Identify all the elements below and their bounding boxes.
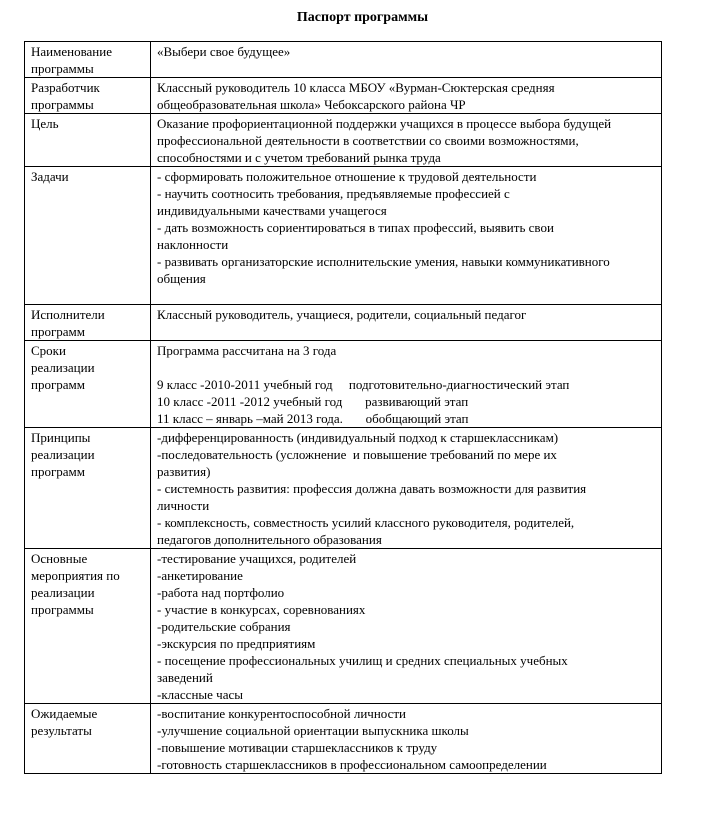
row-content-cell xyxy=(151,78,662,114)
row-label-line: программы xyxy=(31,61,94,76)
row-content-line: - посещение профессиональных училищ и средних специальных учебных xyxy=(157,653,568,668)
row-content-line: общеобразовательная школа» Чебоксарского района ЧР xyxy=(157,97,466,112)
passport-table-body xyxy=(25,42,662,774)
table-row xyxy=(25,78,662,114)
row-content-line: -работа над портфолио xyxy=(157,585,285,600)
row-content-line: -тестирование учащихся, родителей xyxy=(157,551,357,566)
row-content-line: -улучшение социальной ориентации выпускника школы xyxy=(157,723,469,738)
row-content-line: профессиональной деятельности в соответствии со своими возможностями, xyxy=(157,133,579,148)
row-label-cell xyxy=(25,305,151,341)
row-content-line: - комплексность, совместность усилий классного руководителя, родителей, xyxy=(157,515,575,530)
row-content-cell xyxy=(151,42,662,78)
row-label-cell xyxy=(25,341,151,428)
table-row xyxy=(25,114,662,167)
document-title: Паспорт программы xyxy=(296,10,429,25)
table-row xyxy=(25,341,662,428)
row-content-line: - системность развития: профессия должна давать возможности для развития xyxy=(157,481,587,496)
row-label-line: программы xyxy=(31,97,94,112)
row-label-cell xyxy=(25,114,151,167)
row-label-cell xyxy=(25,42,151,78)
row-content-cell xyxy=(151,549,662,704)
row-content-line: -классные часы xyxy=(157,687,243,702)
row-content-line: личности xyxy=(157,498,210,513)
table-row xyxy=(25,428,662,549)
row-content-line: Классный руководитель, учащиеся, родители, социальный педагог xyxy=(157,307,527,322)
row-content-line: -последовательность (усложнение и повышение требований по мере их xyxy=(157,447,557,462)
row-content-line: наклонности xyxy=(157,237,229,252)
row-content-line: 9 класс -2010-2011 учебный год подготовительно-диагностический этап xyxy=(157,377,570,392)
row-content-line: заведений xyxy=(157,670,213,685)
row-label-line: Исполнители xyxy=(31,307,105,322)
row-content-line: общения xyxy=(157,271,206,286)
row-content-line: - сформировать положительное отношение к трудовой деятельности xyxy=(157,169,537,184)
row-label-line: реализации xyxy=(31,585,95,600)
row-label-cell xyxy=(25,167,151,305)
row-content-line: -повышение мотивации старшеклассников к труду xyxy=(157,740,438,755)
row-label-line: реализации xyxy=(31,360,95,375)
row-label-line: Цель xyxy=(31,116,59,131)
table-row xyxy=(25,305,662,341)
row-content-cell xyxy=(151,704,662,774)
row-label-line: мероприятия по xyxy=(31,568,120,583)
row-content-line: - участие в конкурсах, соревнованиях xyxy=(157,602,366,617)
row-content-line: 10 класс -2011 -2012 учебный год развивающий этап xyxy=(157,394,469,409)
row-label-cell xyxy=(25,428,151,549)
row-label-line: программ xyxy=(31,377,86,392)
row-content-line: «Выбери свое будущее» xyxy=(157,44,291,59)
row-content-line: Программа рассчитана на 3 года xyxy=(157,343,337,358)
row-label-line: программы xyxy=(31,602,94,617)
content-spacer xyxy=(157,359,655,376)
row-content-cell xyxy=(151,428,662,549)
row-content-line: 11 класс – январь –май 2013 года. обобщающий этап xyxy=(157,411,469,426)
row-content-cell xyxy=(151,167,662,305)
row-label-cell xyxy=(25,549,151,704)
row-content-line: Оказание профориентационной поддержки учащихся в процессе выбора будущей xyxy=(157,116,612,131)
row-label-line: результаты xyxy=(31,723,92,738)
row-label-line: Основные xyxy=(31,551,88,566)
row-content-line: -анкетирование xyxy=(157,568,243,583)
row-label-line: Разработчик xyxy=(31,80,100,95)
row-label-line: Сроки xyxy=(31,343,66,358)
row-label-line: реализации xyxy=(31,447,95,462)
table-row xyxy=(25,704,662,774)
table-row xyxy=(25,42,662,78)
row-label-line: Принципы xyxy=(31,430,91,445)
passport-table xyxy=(24,41,662,774)
content-spacer xyxy=(157,287,655,304)
row-content-line: педагогов дополнительного образования xyxy=(157,532,382,547)
row-label-cell xyxy=(25,704,151,774)
row-content-line: индивидуальными качествами учащегося xyxy=(157,203,387,218)
row-label-line: Ожидаемые xyxy=(31,706,98,721)
row-content-line: развития) xyxy=(157,464,211,479)
row-content-cell xyxy=(151,305,662,341)
row-label-line: Наименование xyxy=(31,44,112,59)
row-label-line: Задачи xyxy=(31,169,69,184)
row-label-cell xyxy=(25,78,151,114)
row-content-line: -родительские собрания xyxy=(157,619,291,634)
row-content-line: - развивать организаторские исполнительские умения, навыки коммуникативного xyxy=(157,254,610,269)
row-content-line: способностями и с учетом требований рынка труда xyxy=(157,150,441,165)
table-row xyxy=(25,167,662,305)
row-content-line: - научить соотносить требования, предъявляемые профессией с xyxy=(157,186,510,201)
row-label-line: программ xyxy=(31,324,86,339)
row-content-line: -готовность старшеклассников в профессиональном самоопределении xyxy=(157,757,547,772)
table-row xyxy=(25,549,662,704)
row-content-line: -воспитание конкурентоспособной личности xyxy=(157,706,407,721)
row-content-line: -экскурсия по предприятиям xyxy=(157,636,316,651)
row-content-line: Классный руководитель 10 класса МБОУ «Вурман-Сюктерская средняя xyxy=(157,80,555,95)
row-content-line: -дифференцированность (индивидуальный подход к старшеклассникам) xyxy=(157,430,559,445)
row-label-line: программ xyxy=(31,464,86,479)
row-content-line: - дать возможность сориентироваться в типах профессий, выявить свои xyxy=(157,220,554,235)
row-content-cell xyxy=(151,341,662,428)
row-content-cell xyxy=(151,114,662,167)
